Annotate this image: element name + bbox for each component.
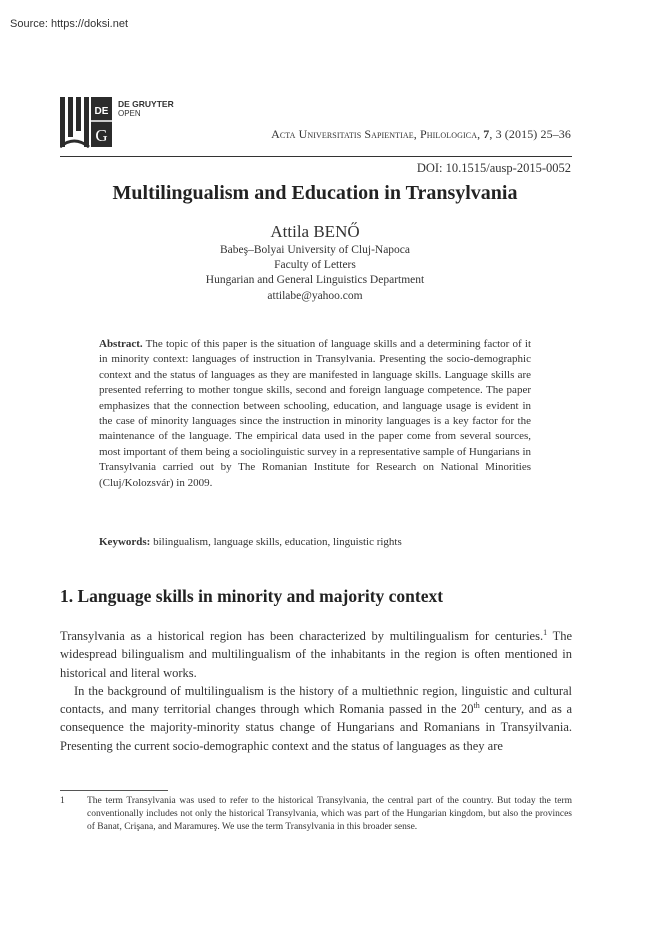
journal-issue-pages: , 3 (2015) 25–36 bbox=[489, 127, 571, 141]
publisher-line2: OPEN bbox=[118, 109, 141, 118]
header-rule bbox=[60, 156, 572, 157]
paragraph-1: Transylvania as a historical region has been characterized by multilingualism for centuries.$^1$ The widespread bilingualism and multilingualism of the inhabitants in the region is often mentioned in historical and literal works. bbox=[60, 627, 573, 680]
author-email[interactable]: attilabe@yahoo.com bbox=[267, 289, 363, 302]
keywords-text: bilingualism, language skills, education, linguistic rights bbox=[150, 536, 402, 548]
author-name: Attila BENŐ bbox=[270, 222, 360, 241]
logo-letters-de: DE bbox=[94, 106, 109, 117]
logo-letter-g: G bbox=[95, 126, 108, 145]
footnote bbox=[60, 795, 572, 833]
de-gruyter-logo-icon bbox=[60, 97, 112, 149]
abstract bbox=[99, 337, 531, 491]
abstract-text: The topic of this paper is the situation of language skills and a determining factor of it in minority context: languages of instruction in Transylvania. Presenting the socio-demographic context and the status of languages as they are manifested in language skills. Language skills are presented referring to mother tongue skills, second and foreign language competence. The paper emphasizes that the connection between schooling, education, and language usage is evident in the case of minority languages since the instruction in minority languages is a key factor for the maintenance of the language. The empirical data used in the paper come from several sources, most important of them being a sociolinguistic survey in a representative sample of Hungarians in Transylvania carried out by The Romanian Institute for Research on National Minorities (Cluj/Kolozsvár) in 2009. bbox=[99, 338, 531, 489]
footnote-number: 1 bbox=[60, 796, 65, 806]
keywords bbox=[99, 536, 531, 548]
doi: DOI: 10.1515/ausp-2015-0052 bbox=[416, 161, 571, 175]
paper-title: Multilingualism and Education in Transylvania bbox=[112, 182, 518, 204]
publisher-name bbox=[118, 100, 174, 118]
affiliation-faculty: Faculty of Letters bbox=[274, 259, 356, 272]
body-text bbox=[60, 627, 572, 755]
footnote-text: The term Transylvania was used to refer to the historical Transylvania, the central part of the country. But today the term conventionally includes not only the historical Transylvania, which was part of the Hungarian kingdom, but also the provinces of Banat, Crişana, and Maramureş. We use the term Transylvania in this broader sense. bbox=[87, 796, 572, 832]
author-affiliation bbox=[0, 243, 630, 304]
de-gruyter-logo bbox=[60, 97, 112, 154]
section-heading: 1. Language skills in minority and majority context bbox=[60, 586, 444, 606]
abstract-label: Abstract. bbox=[99, 338, 143, 350]
paragraph-2: In the background of multilingualism is the history of a multiethnic region, linguistic and cultural contacts, and many territorial changes through which Romania passed in the 20th century, and as a consequence the majority-minority status change of Hungarians and Romanians in Transyilvania. Presenting the current socio-demographic context and the status of languages as they are bbox=[60, 683, 572, 753]
journal-volume: 7 bbox=[483, 127, 490, 141]
journal-name: Acta Universitatis Sapientiae, Philologica, bbox=[271, 127, 484, 141]
footnote-ref[interactable]: 1 bbox=[543, 627, 548, 637]
journal-citation bbox=[271, 127, 571, 142]
affiliation-department: Hungarian and General Linguistics Department bbox=[205, 274, 425, 287]
source-label: Source: https://doksi.net bbox=[10, 18, 129, 30]
affiliation-university: Babeş–Bolyai University of Cluj-Napoca bbox=[219, 244, 411, 256]
footnote-rule bbox=[60, 790, 168, 791]
keywords-label: Keywords: bbox=[99, 536, 151, 548]
publisher-line1: DE GRUYTER bbox=[118, 99, 174, 109]
